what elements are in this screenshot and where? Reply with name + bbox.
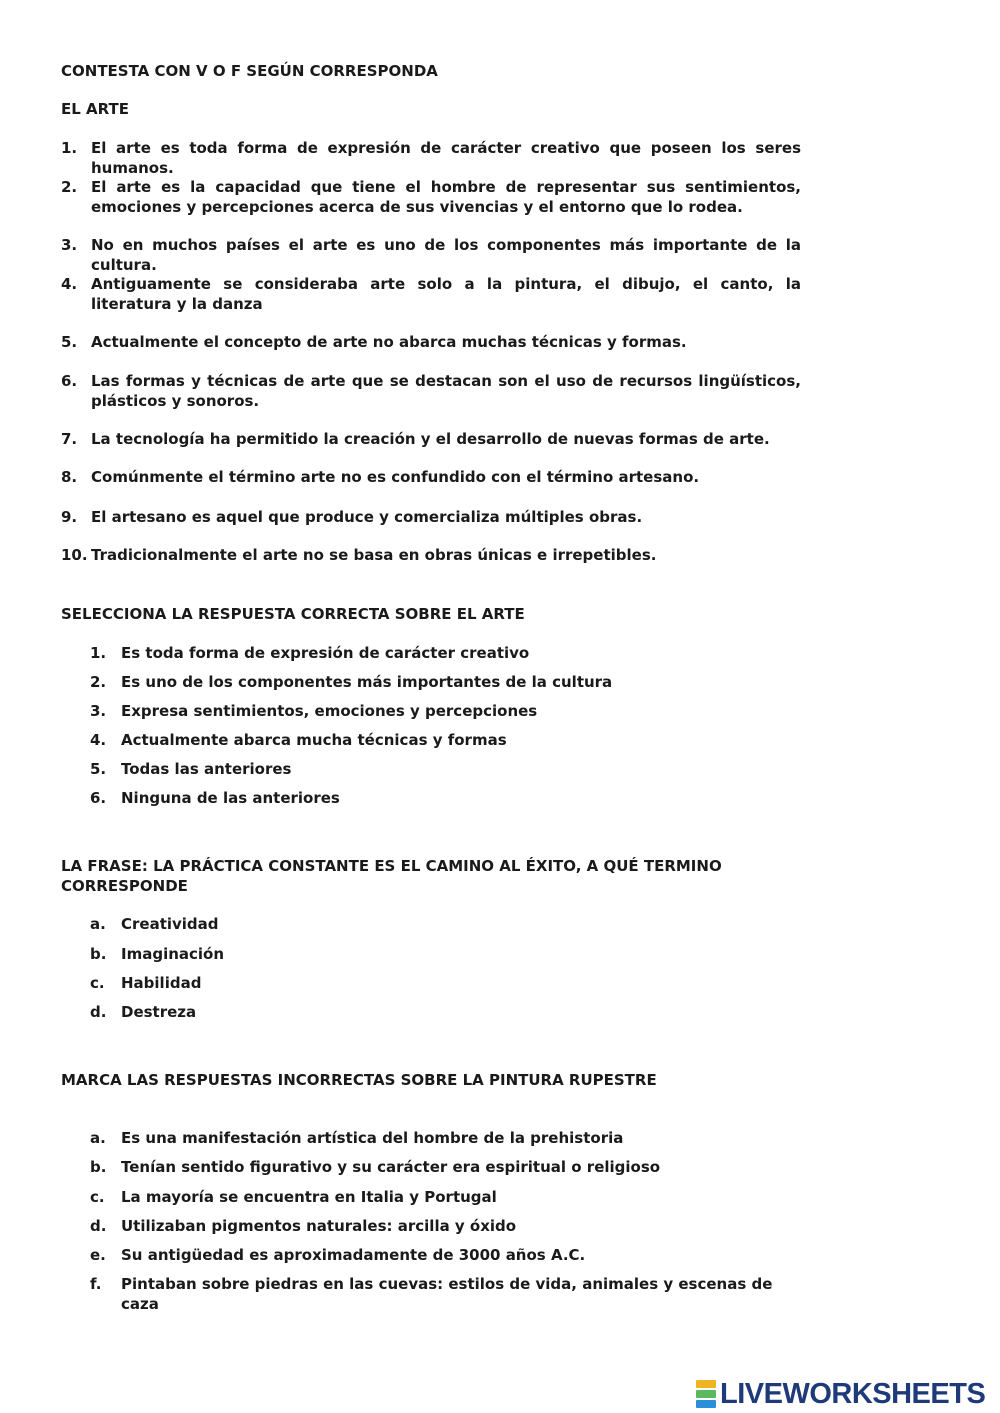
choice-option[interactable] — [90, 973, 810, 993]
option-text: Ninguna de las anteriores — [121, 789, 340, 807]
tf-item — [61, 507, 801, 527]
tf-item-text: Tradicionalmente el arte no se basa en obras únicas e irrepetibles. — [91, 546, 657, 564]
option-text: Creatividad — [121, 915, 219, 933]
choice-option[interactable] — [90, 1274, 810, 1314]
tf-item-number: 4. — [61, 275, 78, 293]
section1-title: CONTESTA CON V O F SEGÚN CORRESPONDA — [61, 62, 438, 80]
choice-option[interactable] — [90, 1187, 810, 1207]
tf-item-number: 10. — [61, 546, 88, 564]
tf-item — [61, 429, 801, 449]
option-letter: d. — [90, 1003, 107, 1021]
tf-item — [61, 274, 801, 314]
tf-item-text: El arte es la capacidad que tiene el hombre de representar sus sentimientos, emociones y percepciones acerca de sus vivencias y el entorno que lo rodea. — [91, 178, 801, 216]
tf-item-text: El artesano es aquel que produce y comercializa múltiples obras. — [91, 508, 643, 526]
option-letter: b. — [90, 945, 107, 963]
option-text: Habilidad — [121, 974, 202, 992]
option-text: Es toda forma de expresión de carácter creativo — [121, 644, 530, 662]
option-letter: c. — [90, 1188, 105, 1206]
option-letter: a. — [90, 1129, 106, 1147]
choice-option[interactable] — [90, 1002, 810, 1022]
choice-option[interactable] — [90, 1128, 810, 1148]
option-text: Es uno de los componentes más importantes de la cultura — [121, 673, 613, 691]
option-letter: c. — [90, 974, 105, 992]
choice-option[interactable] — [90, 730, 810, 750]
choice-option[interactable] — [90, 672, 810, 692]
tf-item — [61, 467, 801, 487]
option-letter: d. — [90, 1217, 107, 1235]
option-number: 1. — [90, 644, 107, 662]
option-text: La mayoría se encuentra en Italia y Portugal — [121, 1188, 497, 1206]
choice-option[interactable] — [90, 914, 810, 934]
tf-item-number: 2. — [61, 178, 78, 196]
option-text: Imaginación — [121, 945, 225, 963]
choice-option[interactable] — [90, 944, 810, 964]
tf-item — [61, 332, 801, 352]
tf-item — [61, 177, 801, 217]
option-text: Utilizaban pigmentos naturales: arcilla y óxido — [121, 1217, 517, 1235]
option-text: Destreza — [121, 1003, 197, 1021]
choice-option[interactable] — [90, 701, 810, 721]
tf-item — [61, 545, 801, 565]
option-letter: b. — [90, 1158, 107, 1176]
option-number: 6. — [90, 789, 107, 807]
tf-item-number: 1. — [61, 139, 78, 157]
option-letter: e. — [90, 1246, 106, 1264]
option-text: Actualmente abarca mucha técnicas y formas — [121, 731, 507, 749]
tf-item-text: El arte es toda forma de expresión de carácter creativo que poseen los seres humanos. — [91, 139, 801, 177]
option-letter: a. — [90, 915, 106, 933]
choice-option[interactable] — [90, 1245, 810, 1265]
option-number: 4. — [90, 731, 107, 749]
section3-title: LA FRASE: LA PRÁCTICA CONSTANTE ES EL CAMINO AL ÉXITO, A QUÉ TERMINO CORRESPONDE — [61, 857, 722, 895]
choice-option[interactable] — [90, 1216, 810, 1236]
tf-item-number: 5. — [61, 333, 78, 351]
option-text: Es una manifestación artística del hombre de la prehistoria — [121, 1129, 624, 1147]
choice-option[interactable] — [90, 643, 810, 663]
tf-item — [61, 138, 801, 178]
choice-option[interactable] — [90, 759, 810, 779]
tf-item-number: 8. — [61, 468, 78, 486]
section4-title: MARCA LAS RESPUESTAS INCORRECTAS SOBRE LA PINTURA RUPESTRE — [61, 1071, 657, 1089]
tf-item-number: 9. — [61, 508, 78, 526]
tf-item-number: 6. — [61, 372, 78, 390]
logo-block-blue — [696, 1400, 716, 1408]
choice-option[interactable] — [90, 1157, 810, 1177]
tf-item-text: No en muchos países el arte es uno de los componentes más importante de la cultura. — [91, 236, 801, 274]
choice-option[interactable] — [90, 788, 810, 808]
option-number: 3. — [90, 702, 107, 720]
option-text: Expresa sentimientos, emociones y percepciones — [121, 702, 538, 720]
tf-item-text: Comúnmente el término arte no es confundido con el término artesano. — [91, 468, 700, 486]
tf-item-text: La tecnología ha permitido la creación y el desarrollo de nuevas formas de arte. — [91, 430, 770, 448]
option-text: Todas las anteriores — [121, 760, 292, 778]
option-text: Su antigüedad es aproximadamente de 3000 años A.C. — [121, 1246, 586, 1264]
option-number: 5. — [90, 760, 107, 778]
section1-subtitle: EL ARTE — [61, 100, 129, 118]
tf-item-number: 7. — [61, 430, 78, 448]
tf-item-text: Las formas y técnicas de arte que se destacan son el uso de recursos lingüísticos, plásticos y sonoros. — [91, 372, 801, 410]
tf-item-text: Actualmente el concepto de arte no abarca muchas técnicas y formas. — [91, 333, 687, 351]
logo-text: LIVEWORKSHEETS — [720, 1377, 986, 1410]
tf-item-number: 3. — [61, 236, 78, 254]
logo-block-green — [696, 1390, 716, 1398]
liveworksheets-logo[interactable] — [696, 1377, 985, 1411]
logo-block-yellow — [696, 1380, 716, 1388]
tf-item-text: Antiguamente se consideraba arte solo a la pintura, el dibujo, el canto, la literatura y la danza — [91, 275, 801, 313]
section2-title: SELECCIONA LA RESPUESTA CORRECTA SOBRE EL ARTE — [61, 605, 525, 623]
option-text: Tenían sentido figurativo y su carácter era espiritual o religioso — [121, 1158, 661, 1176]
option-letter: f. — [90, 1275, 102, 1293]
option-text: Pintaban sobre piedras en las cuevas: estilos de vida, animales y escenas de caza — [121, 1275, 773, 1313]
option-number: 2. — [90, 673, 107, 691]
tf-item — [61, 235, 801, 275]
liveworksheets-logo-icon — [696, 1380, 716, 1408]
tf-item — [61, 371, 801, 411]
